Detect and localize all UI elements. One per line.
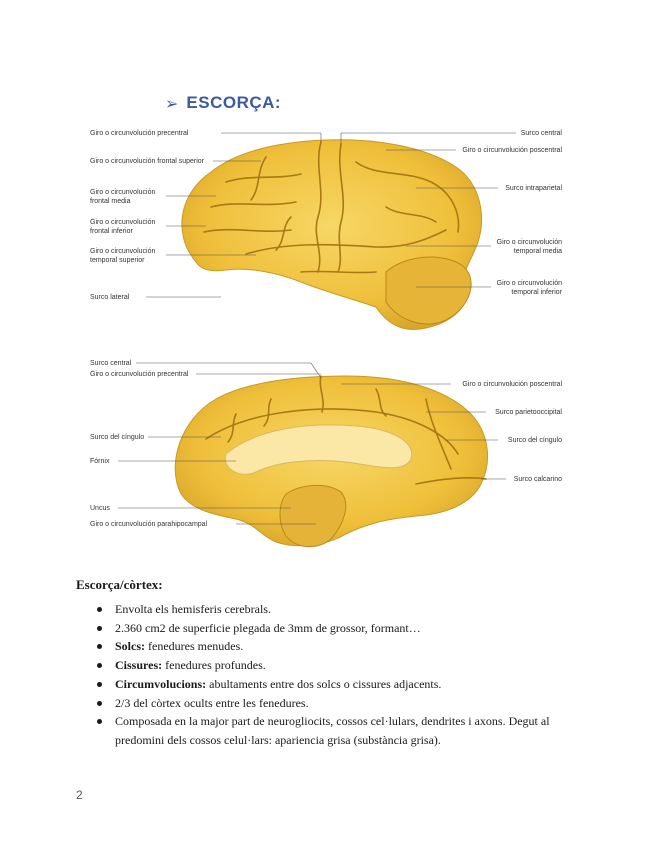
list-item-text: 2/3 del còrtex ocults entre les fenedures. [115,695,309,710]
label-surco-parietooccipital: Surco parietooccipital [495,409,562,416]
label-surco-central: Surco central [520,130,562,137]
page-number: 2 [76,788,83,802]
label-giro-poscentral-medial: Giro o circunvolución poscentral [462,381,562,388]
section-title: Escorça/còrtex: [76,577,163,592]
list-item-text: abultaments entre dos solcs o cissures adjacents. [206,676,442,691]
label-uncus: Uncus [90,505,110,512]
section-heading [165,93,281,113]
list-item [96,637,596,656]
list-item [96,675,596,694]
list-item [96,619,596,638]
list-item-text: fenedures menudes. [145,639,244,654]
list-item-bold: Solcs: [115,639,145,654]
label-surco-cingulo-left: Surco del cíngulo [90,434,145,441]
list-item-bold: Circumvolucions: [115,676,207,691]
list-item-bold: Cissures: [115,658,163,673]
brain-lateral-figure [86,122,566,344]
list-item [96,712,596,749]
label-giro-frontal-inferior-1: Giro o circunvolución [90,219,156,226]
label-surco-intraparietal: Surco intraparietal [505,185,562,192]
list-item-text: Envolta els hemisferis cerebrals. [115,602,271,616]
label-giro-frontal-media-2: frontal media [90,198,131,205]
label-giro-frontal-inferior-2: frontal inferior [90,228,133,235]
label-giro-poscentral: Giro o circunvolución poscentral [462,147,562,154]
list-item-text: 2.360 cm2 de superficie plegada de 3mm de grossor, formant… [115,620,421,635]
label-surco-lateral: Surco lateral [90,294,130,301]
label-giro-temporal-inferior-1: Giro o circunvolución [496,280,562,287]
cerebellum-shape [386,257,471,324]
list-item [96,694,596,713]
arrow-bullet-icon: ➢ [165,93,179,113]
list-item [96,600,596,619]
label-surco-calcarino: Surco calcarino [513,476,562,483]
label-giro-parahipocampal: Giro o circunvolución parahipocampal [90,521,208,528]
label-giro-frontal-superior: Giro o circunvolución frontal superior [90,158,204,165]
heading-title: ESCORÇA: [186,93,282,112]
label-surco-central-medial: Surco central [90,360,132,367]
list-item-text: Composada en la major part de neurogliocits, cossos cel·lulars, dendrites i axons. Degut al predomini dels cossos celul·lars: apariencia grisa (substància grisa). [115,714,550,747]
label-giro-temporal-superior-2: temporal superior [90,257,145,264]
list-item-text: fenedures profundes. [162,658,266,673]
label-giro-frontal-media-1: Giro o circunvolución [90,189,156,196]
label-fornix: Fórnix [90,458,110,465]
bullet-list [96,600,596,750]
label-giro-temporal-media-2: temporal media [513,248,562,255]
brain-medial-figure [86,354,566,554]
label-giro-temporal-media-1: Giro o circunvolución [496,239,562,246]
label-giro-temporal-inferior-2: temporal inferior [511,289,562,296]
label-surco-cingulo-right: Surco del cíngulo [507,437,562,444]
label-giro-precentral: Giro o circunvolución precentral [90,130,189,137]
label-giro-precentral-medial: Giro o circunvolución precentral [90,371,189,378]
label-giro-temporal-superior-1: Giro o circunvolución [90,248,156,255]
list-item [96,656,596,675]
